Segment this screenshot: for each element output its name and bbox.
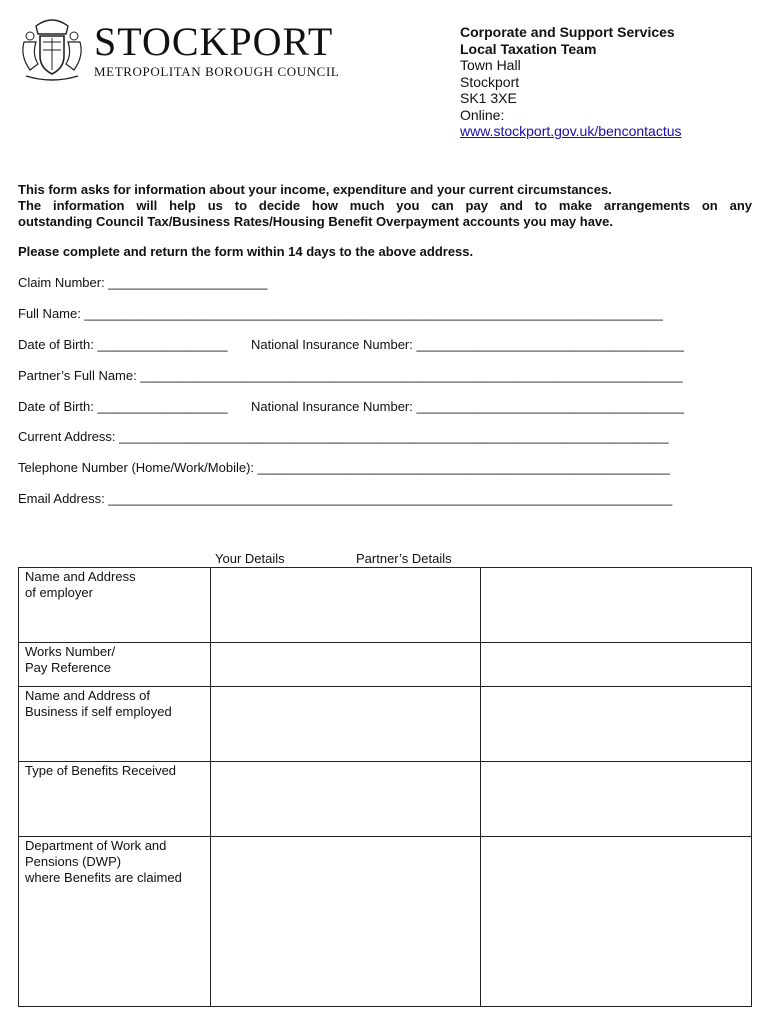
intro-line-3: outstanding Council Tax/Business Rates/Housing Benefit Overpayment accounts you may have. <box>18 214 614 229</box>
address-team: Local Taxation Team <box>460 40 597 57</box>
your-details-cell[interactable] <box>210 687 481 762</box>
row-label-line: of employer <box>25 585 93 600</box>
council-crest-icon <box>16 12 88 84</box>
your-details-cell[interactable] <box>210 837 481 1007</box>
your-details-cell[interactable] <box>210 643 481 687</box>
address-building: Town Hall <box>460 57 521 73</box>
employment-details-table <box>18 567 752 1007</box>
date-of-birth-field[interactable]: Date of Birth: __________________ <box>18 337 228 352</box>
row-label <box>19 762 211 837</box>
email-field[interactable]: Email Address: ______________________________________________________________________________ <box>18 491 673 506</box>
return-instruction: Please complete and return the form within 14 days to the above address. <box>18 244 474 259</box>
column-header-partner-details: Partner’s Details <box>356 551 452 566</box>
national-insurance-field[interactable]: National Insurance Number: _____________________________________ <box>251 337 684 352</box>
current-address-field[interactable]: Current Address: ____________________________________________________________________________ <box>18 429 669 444</box>
partner-details-cell[interactable] <box>481 568 752 643</box>
table-row <box>19 762 752 837</box>
row-label <box>19 837 211 1007</box>
row-label-line: Works Number/ <box>25 644 116 659</box>
row-label <box>19 687 211 762</box>
address-department: Corporate and Support Services <box>460 24 675 40</box>
address-postcode: SK1 3XE <box>460 90 517 106</box>
column-header-your-details: Your Details <box>215 551 285 566</box>
partner-national-insurance-field[interactable]: National Insurance Number: _____________________________________ <box>251 399 684 414</box>
council-name: STOCKPORT <box>94 19 334 64</box>
intro-line-1: This form asks for information about your income, expenditure and your current circumstances. <box>18 182 612 197</box>
row-label-line: where Benefits are claimed <box>25 870 182 885</box>
row-label-line: Pensions (DWP) <box>25 854 122 869</box>
partner-details-cell[interactable] <box>481 687 752 762</box>
council-logo <box>94 19 340 80</box>
full-name-field[interactable]: Full Name: ________________________________________________________________________________ <box>18 306 663 321</box>
row-label-line: Pay Reference <box>25 660 111 675</box>
partner-details-cell[interactable] <box>481 837 752 1007</box>
row-label-line: Department of Work and <box>25 838 167 853</box>
row-label <box>19 643 211 687</box>
telephone-field[interactable]: Telephone Number (Home/Work/Mobile): _________________________________________________________ <box>18 460 670 475</box>
row-label-line: Name and Address of <box>25 688 151 703</box>
row-label <box>19 568 211 643</box>
table-row <box>19 837 752 1007</box>
council-subtitle: METROPOLITAN BOROUGH COUNCIL <box>94 64 340 79</box>
table-row <box>19 643 752 687</box>
table-row <box>19 687 752 762</box>
return-address <box>460 24 682 140</box>
intro-line-2: The information will help us to decide how much you can pay and to make arrangements on any <box>18 198 752 213</box>
row-label-line: Name and Address <box>25 569 136 584</box>
form-introduction <box>18 182 752 260</box>
claim-number-field[interactable]: Claim Number: ______________________ <box>18 275 268 290</box>
row-label-line: Type of Benefits Received <box>25 763 177 778</box>
address-online-label: Online: <box>460 106 505 123</box>
contact-link[interactable]: www.stockport.gov.uk/bencontactus <box>460 123 682 139</box>
your-details-cell[interactable] <box>210 568 481 643</box>
partner-full-name-field[interactable]: Partner’s Full Name: ___________________________________________________________________________ <box>18 368 683 383</box>
partner-date-of-birth-field[interactable]: Date of Birth: __________________ <box>18 399 228 414</box>
row-label-line: Business if self employed <box>25 704 172 719</box>
table-row <box>19 568 752 643</box>
partner-details-cell[interactable] <box>481 762 752 837</box>
partner-details-cell[interactable] <box>481 643 752 687</box>
your-details-cell[interactable] <box>210 762 481 837</box>
address-town: Stockport <box>460 73 520 90</box>
